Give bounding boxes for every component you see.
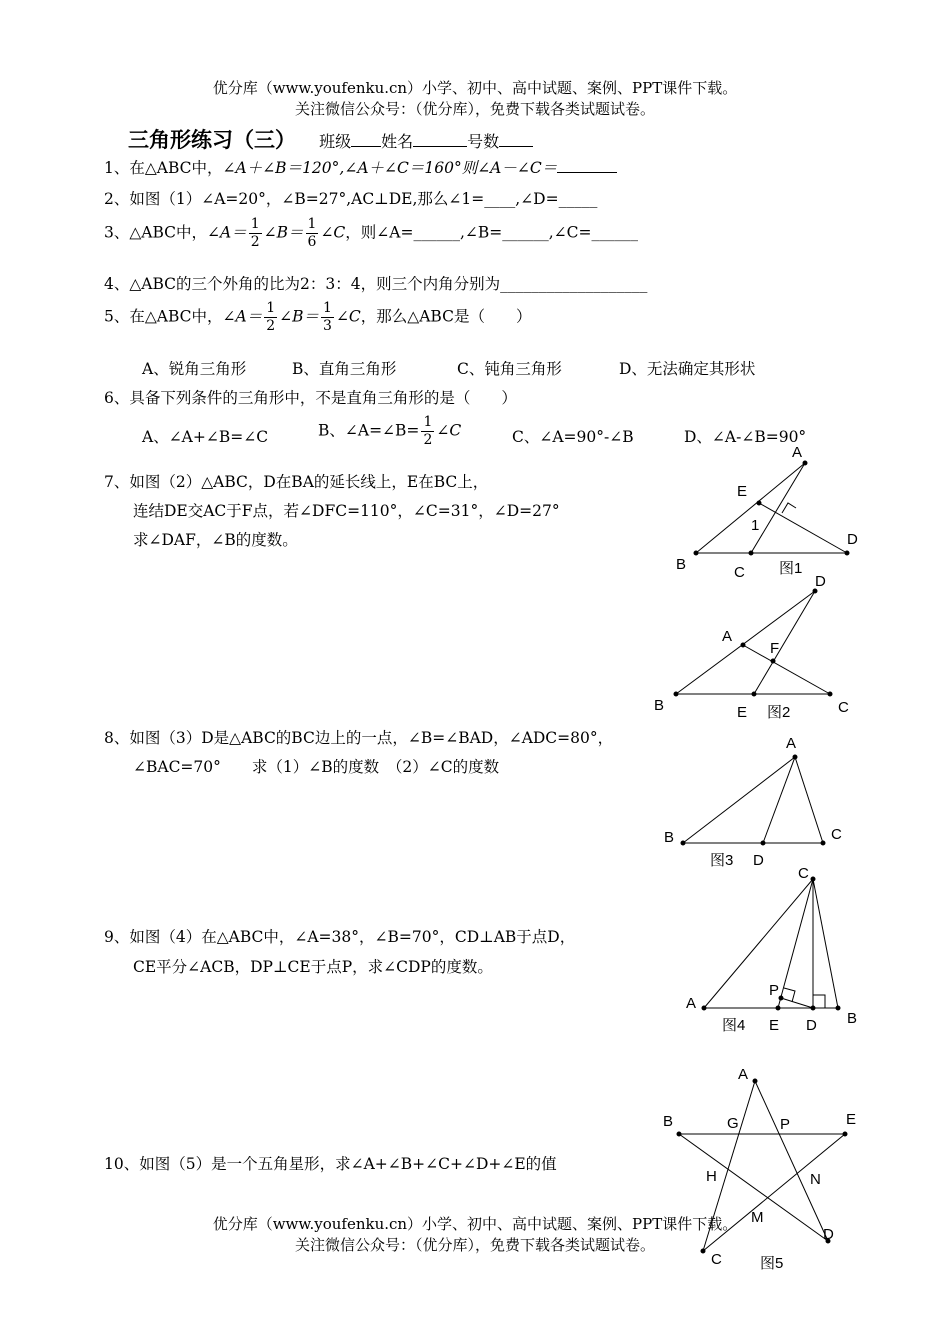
q6-b-prefix: B、∠A=∠B= — [318, 421, 420, 440]
fig1-point-b — [694, 551, 698, 555]
fig2-label-f: F — [770, 640, 780, 657]
fig5-label-b: B — [663, 1113, 674, 1130]
fig5-point-b — [677, 1132, 681, 1136]
fig2-label-b: B — [654, 697, 665, 714]
fig3-label-c: C — [831, 826, 842, 843]
fig4-label-c: C — [798, 865, 809, 882]
fig3-label-a: A — [786, 735, 797, 752]
q1-expr: ∠A＋∠B＝120°,∠A＋∠C＝160°则∠A－∠C＝ — [222, 159, 558, 177]
fig2-caption: 图2 — [767, 704, 791, 721]
q6-option-c[interactable]: C、∠A=90°-∠B — [512, 428, 634, 446]
name-label: 姓名 — [381, 132, 414, 151]
fig3-label-d: D — [753, 852, 764, 869]
q5-prefix: 5、在△ABC中， — [104, 307, 223, 326]
figure-1-labels — [676, 444, 858, 581]
fig2-point-e — [752, 692, 756, 696]
figure-3-labels — [664, 735, 842, 869]
figure-5-labels — [663, 1066, 856, 1272]
figure-3 — [681, 755, 825, 845]
question-7-line-1: 7、如图（2）△ABC，D在BA的延长线上，E在BC上， — [104, 473, 489, 491]
fig2-label-c: C — [838, 699, 849, 716]
question-6: 6、具备下列条件的三角形中，不是直角三角形的是（ ） — [104, 389, 517, 407]
footer-line-1: 优分库（www.youfenku.cn）小学、初中、高中试题、案例、PPT课件下载。 — [212, 1215, 738, 1233]
question-4: 4、△ABC的三个外角的比为2：3：4，则三个内角分别为___________________ — [104, 275, 648, 293]
fig5-point-a — [753, 1079, 757, 1083]
fig3-point-a — [793, 755, 797, 759]
question-2: 2、如图（1）∠A=20°，∠B=27°,AC⊥DE,那么∠1=____,∠D=_____ — [104, 190, 598, 208]
fig4-point-p — [779, 996, 783, 1000]
fig1-label-1: 1 — [751, 517, 760, 534]
fig2-point-f — [771, 659, 775, 663]
fig1-label-b: B — [676, 556, 687, 573]
fig4-point-d — [811, 1006, 815, 1010]
q5-option-b[interactable]: B、直角三角形 — [292, 360, 397, 378]
q5-suffix: ，那么△ABC是（ ） — [360, 307, 532, 326]
fig2-point-c — [828, 692, 832, 696]
q5-f2-den: 3 — [323, 318, 332, 334]
q5-f2-num: 1 — [323, 300, 332, 316]
question-7-line-3: 求∠DAF，∠B的度数。 — [133, 531, 298, 549]
fig1-point-c — [749, 551, 753, 555]
fig5-label-p: P — [780, 1116, 791, 1133]
fig5-label-h: H — [706, 1168, 717, 1185]
fig3-caption: 图3 — [710, 852, 734, 869]
q3-f1-den: 2 — [250, 234, 260, 250]
fig1-line-ba — [696, 463, 805, 553]
fig1-label-d: D — [847, 531, 858, 548]
fig2-point-b — [674, 692, 678, 696]
fig4-line-ce — [778, 879, 813, 1008]
fig4-point-e — [776, 1006, 780, 1010]
fig4-caption: 图4 — [722, 1017, 746, 1034]
figure-2 — [674, 589, 832, 696]
fig5-label-d: D — [823, 1226, 834, 1243]
class-label: 班级 — [319, 132, 352, 151]
question-8-line-2: ∠BAC=70° 求（1）∠B的度数 （2）∠C的度数 — [133, 758, 500, 776]
fig1-caption: 图1 — [779, 560, 803, 577]
fig4-label-p: P — [769, 982, 780, 999]
q5-lhs: ∠A＝ — [222, 307, 263, 326]
q3-rhs: ∠C — [320, 223, 346, 242]
q5-option-a[interactable]: A、锐角三角形 — [142, 360, 247, 378]
q3-prefix: 3、△ABC中， — [104, 223, 208, 242]
fig3-line-ac — [795, 757, 823, 843]
q5-f1-den: 2 — [266, 318, 276, 334]
q5-mid: ∠B＝ — [279, 307, 320, 326]
question-10: 10、如图（5）是一个五角星形，求∠A+∠B+∠C+∠D+∠E的值 — [104, 1155, 557, 1173]
q1-prefix: 1、在△ABC中， — [104, 159, 223, 177]
fig1-label-a: A — [792, 444, 803, 461]
fig5-caption: 图5 — [760, 1255, 784, 1272]
fig5-point-e — [843, 1132, 847, 1136]
fig4-point-c — [811, 877, 815, 881]
fig5-label-g: G — [727, 1115, 739, 1132]
fig2-label-a: A — [722, 628, 733, 645]
fig4-label-e: E — [769, 1017, 780, 1034]
q5-option-c[interactable]: C、钝角三角形 — [457, 360, 562, 378]
fig4-point-a — [702, 1006, 706, 1010]
fig5-line-ac — [703, 1081, 755, 1251]
fig3-point-d — [761, 841, 765, 845]
fig1-point-a — [803, 461, 807, 465]
figure-2-labels — [654, 573, 849, 721]
q5-option-d[interactable]: D、无法确定其形状 — [619, 360, 756, 378]
fig1-point-d — [845, 551, 849, 555]
header-line-2: 关注微信公众号：（优分库），免费下载各类试题试卷。 — [294, 100, 655, 118]
number-label: 号数 — [467, 132, 500, 151]
question-9-line-1: 9、如图（4）在△ABC中，∠A=38°，∠B=70°，CD⊥AB于点D， — [104, 928, 576, 946]
fig5-label-n: N — [810, 1171, 821, 1188]
fig3-label-b: B — [664, 829, 675, 846]
q6-option-a[interactable]: A、∠A+∠B=∠C — [142, 428, 269, 446]
q6-b-den: 2 — [423, 432, 433, 448]
fig5-label-c: C — [711, 1251, 722, 1268]
figure-4-labels — [686, 865, 857, 1034]
page-title: 三角形练习（三） — [128, 128, 296, 152]
fig5-label-e: E — [846, 1111, 857, 1128]
fig5-line-ad — [755, 1081, 828, 1241]
fig3-point-b — [681, 841, 685, 845]
fig2-line-bd — [676, 591, 815, 694]
fig1-point-e — [757, 501, 761, 505]
q3-f2-num: 1 — [307, 216, 317, 232]
footer-line-2: 关注微信公众号：（优分库），免费下载各类试题试卷。 — [294, 1236, 655, 1254]
q6-b-num: 1 — [423, 414, 433, 430]
fig4-line-cb — [813, 879, 838, 1008]
fig4-label-b: B — [847, 1010, 858, 1027]
q3-f2-den: 6 — [307, 234, 317, 250]
q3-f1-num: 1 — [250, 216, 260, 232]
fig1-label-e: E — [737, 483, 748, 500]
fig1-line-ed — [759, 503, 847, 553]
fig2-line-ac — [743, 645, 830, 694]
q6-b-suffix: ∠C — [436, 421, 462, 440]
fig1-line-ac — [751, 463, 805, 553]
fig4-line-ac — [704, 879, 813, 1008]
fig3-line-ba — [683, 757, 795, 843]
fig2-point-a — [741, 643, 745, 647]
figure-1 — [694, 461, 849, 555]
question-8-line-1: 8、如图（3）D是△ABC的BC边上的一点，∠B=∠BAD，∠ADC=80°， — [104, 729, 614, 747]
q5-f1-num: 1 — [266, 300, 276, 316]
fig2-label-d: D — [815, 573, 826, 590]
question-7-line-2: 连结DE交AC于F点，若∠DFC=110°，∠C=31°，∠D=27° — [133, 502, 560, 520]
figure-5 — [677, 1079, 847, 1253]
fig2-label-e: E — [737, 704, 748, 721]
fig3-point-c — [821, 841, 825, 845]
fig4-line-pd — [781, 998, 813, 1008]
fig1-label-c: C — [734, 564, 745, 581]
q6-option-d[interactable]: D、∠A-∠B=90° — [684, 428, 807, 446]
fig5-label-a: A — [738, 1066, 749, 1083]
q3-mid: ∠B＝ — [263, 223, 304, 242]
fig5-point-c — [701, 1249, 705, 1253]
q3-suffix: ，则∠A=______,∠B=______,∠C=______ — [345, 223, 639, 242]
fig4-label-d: D — [806, 1017, 817, 1034]
header-line-1: 优分库（www.youfenku.cn）小学、初中、高中试题、案例、PPT课件下载。 — [212, 79, 738, 97]
fig4-label-a: A — [686, 995, 697, 1012]
fig2-line-de — [754, 591, 815, 694]
fig5-label-m: M — [751, 1209, 764, 1226]
fig4-point-b — [836, 1006, 840, 1010]
q5-rhs: ∠C — [335, 307, 361, 326]
q3-lhs: ∠A＝ — [207, 223, 247, 242]
fig4-right-angle-d — [813, 995, 825, 1008]
fig1-right-angle-mark — [782, 503, 796, 513]
question-9-line-2: CE平分∠ACB，DP⊥CE于点P，求∠CDP的度数。 — [133, 958, 493, 976]
